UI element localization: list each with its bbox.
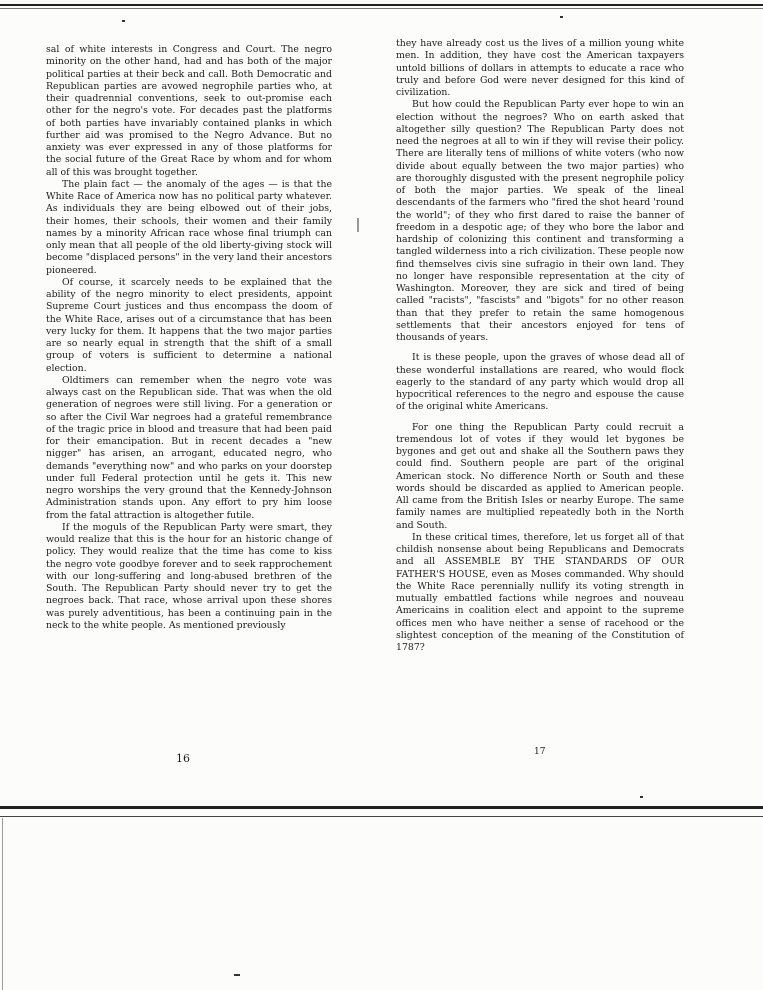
scan-speck xyxy=(560,16,563,18)
scan-speck xyxy=(122,20,125,22)
scan-speck xyxy=(357,218,359,232)
paragraph: But how could the Republican Party ever hope to win an election without the negroes? Who on earth asked that altogether silly question? The Republican Party does not need the negroes at all to win if they will revise their policy. There are literally tens of millions of white voters (who now divide about equally between the two major parties) who are thoroughly disgusted with the present negrophile policy of both the major parties. We speak of the lineal descendants of the farmers who "fired the shot heard 'round the world"; of they who first dared to raise the banner of freedom in a despotic age; of they who bore the labor and hardship of colonizing this continent and transforming a tangled wilderness into a rich civilization. These people now find themselves civis sine sufragio in their own land. They no longer have responsible representation at the city of Washington. Moreover, they are sick and tired of being called "racists", "fascists" and "bigots" for no other reason than that they prefer to retain the same homogenous settlements that their ancestors enjoyed for tens of thousands of years. xyxy=(396,99,684,343)
page-number-right: 17 xyxy=(534,747,546,757)
paragraph: they have already cost us the lives of a million young white men. In addition, they have cost the American taxpayers untold billions of dollars in attempts to educate a race who truly and before God were never designed for this kind of civilization. xyxy=(396,38,684,98)
top-border-rule xyxy=(0,4,763,6)
paragraph: For one thing the Republican Party could recruit a tremendous lot of votes if they would let bygones be bygones and get out and shake all the Southern paws they could find. Southern people are part of the original American stock. No difference North or South and these words should be discarded as applied to American people. All came from the British Isles or nearby Europe. The same family names are multiplied repeatedly both in the North and South. xyxy=(396,421,684,531)
paragraph: In these critical times, therefore, let us forget all of that childish nonsense about being Republicans and Democrats and all ASSEMBLE BY THE STANDARDS OF OUR FATHER'S HOUSE, even as Moses commanded. Why should the White Race perennially nullify its voting strength in mutually embattled factions while negroes and nouveau Americains in coalition elect and appoint to the supreme offices men who have neither a sense of racehood or the slightest conception of the meaning of the Constitution of 1787? xyxy=(396,531,684,653)
paragraph: sal of white interests in Congress and Court. The negro minority on the other hand, had and has both of the major political parties at their beck and call. Both Democratic and Republican parties are avowed negrophile parties who, at their quadrennial conventions, seek to out-promise each other for the negro's vote. For decades past the platforms of both parties have invariably contained planks in which further aid was promised to the Negro Advance. But no anxiety was ever expressed in any of those platforms for the social future of the Great Race by whom and for whom all of this was brought together. xyxy=(46,44,332,178)
right-text-column xyxy=(396,38,684,654)
paragraph: It is these people, upon the graves of whose dead all of these wonderful installations are reared, who would flock eagerly to the standard of any party which would drop all hypocritical references to the negro and espouse the cause of the original white Americans. xyxy=(396,352,684,413)
scan-speck xyxy=(234,974,240,976)
paragraph: Of course, it scarcely needs to be explained that the ability of the negro minority to elect presidents, appoint Supreme Court justices and thus encompass the doom of the White Race, arises out of a circumstance that has been very lucky for them. It happens that the two major parties are so nearly equal in strength that the shift of a small group of voters is sufficient to determine a national election. xyxy=(46,276,332,374)
page-break-rule-thin xyxy=(0,816,763,817)
page-number-left: 16 xyxy=(176,752,190,765)
scan-edge-line xyxy=(2,818,3,990)
paragraph: The plain fact — the anomaly of the ages — is that the White Race of America now has no political party whatever. As individuals they are being elbowed out of their jobs, their homes, their schools, their women and their family names by a minority African race whose final triumph can only mean that all people of the old liberty-giving stock will become "displaced persons" in the very land their ancestors pioneered. xyxy=(46,178,332,276)
paragraph: If the moguls of the Republican Party were smart, they would realize that this is the hour for an historic change of policy. They would realize that the time has come to kiss the negro vote goodbye forever and to seek rapprochement with our long-suffering and long-abused brethren of the South. The Republican Party should never try to get the negroes back. That race, whose arrival upon these shores was purely adventitious, has been a continuing pain in the neck to the white people. As mentioned previously xyxy=(46,521,332,631)
paragraph: Oldtimers can remember when the negro vote was always cast on the Republican side. That was when the old generation of negroes were still living. For a generation or so after the Civil War negroes had a grateful remembrance of the tragic price in blood and treasure that had been paid for their emancipation. But in recent decades a "new nigger" has arisen, an arrogant, educated negro, who demands "everything now" and who parks on your doorstep under full Federal protection until he gets it. This new negro worships the very ground that the Kennedy-Johnson Administration stands upon. Any effort to pry him loose from the fatal attraction is altogether futile. xyxy=(46,374,332,521)
left-text-column xyxy=(46,44,332,632)
top-border-rule-thin xyxy=(0,8,763,9)
scan-speck xyxy=(640,796,643,798)
page-break-rule xyxy=(0,806,763,809)
